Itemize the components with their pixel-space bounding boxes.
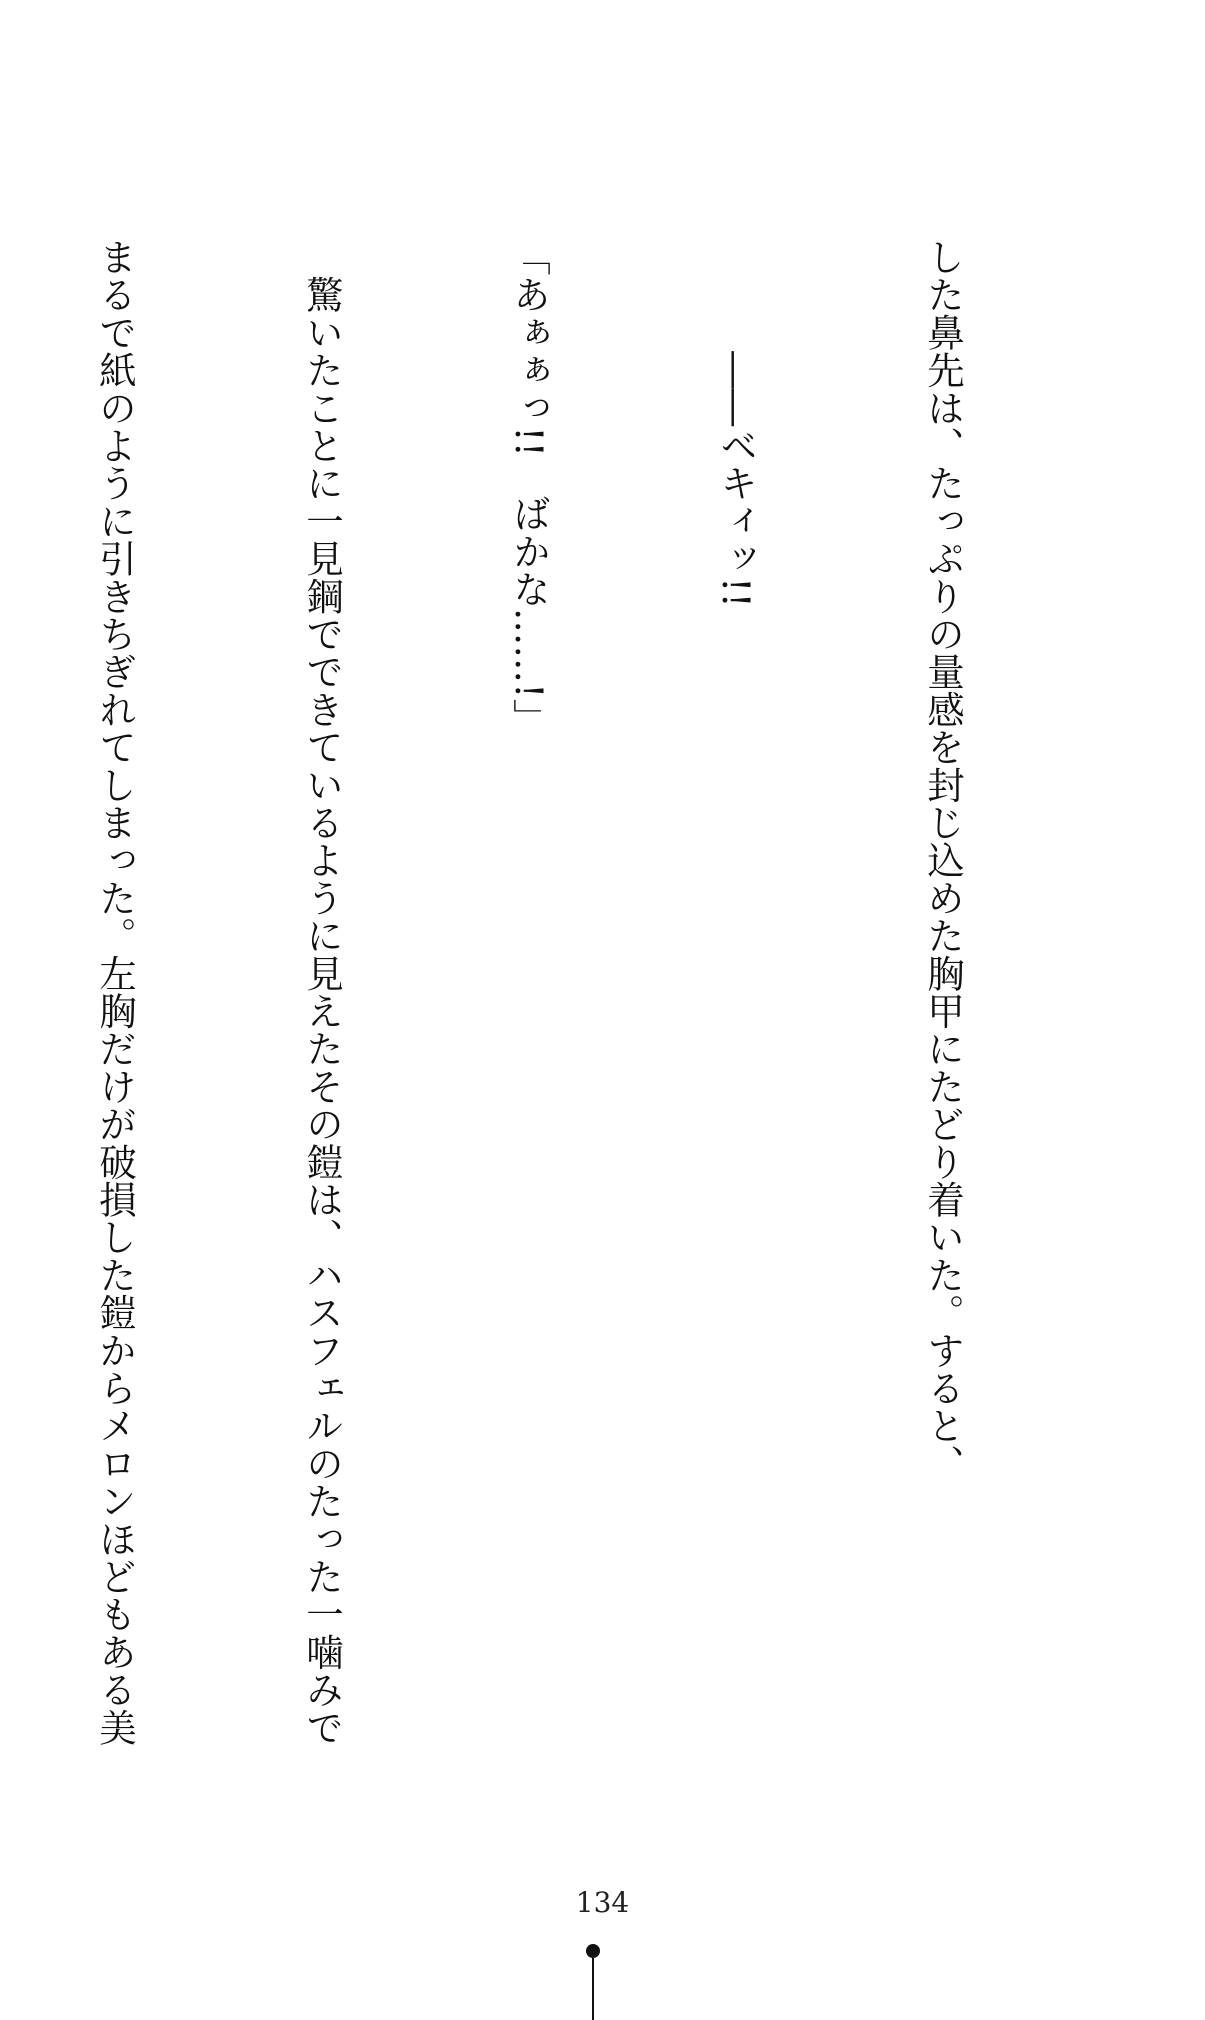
text-line-3: 「あぁぁっ!! ばかな……!」 [507, 238, 551, 737]
text-line-2: ――ベキィッ!! [714, 238, 758, 608]
page-marker-stem [592, 1958, 594, 2020]
text-line-4: 驚いたことに一見鋼でできているように見えたその鎧は、ハスフェルのたった一噛みで [300, 238, 344, 1746]
page-marker-dot-icon [586, 1944, 600, 1958]
vertical-text-block [93, 238, 1115, 1746]
text-line-5: まるで紙のように引きちぎれてしまった。左胸だけが破損した鎧からメロンほどもある美 [93, 238, 137, 1746]
text-line-1: した鼻先は、たっぷりの量感を封じ込めた胸甲にたどり着いた。すると、 [921, 238, 965, 1483]
page-number: 134 [575, 1886, 630, 1919]
